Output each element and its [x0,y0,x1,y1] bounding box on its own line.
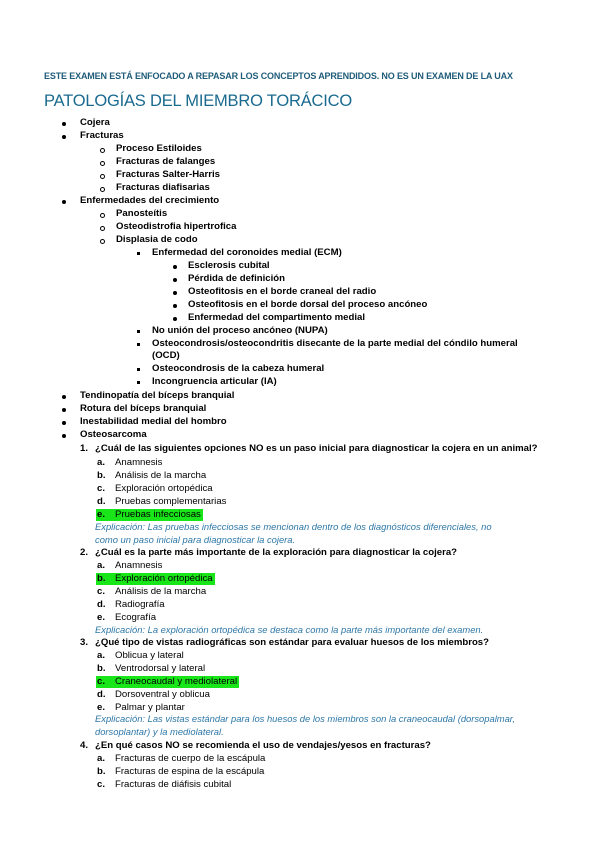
square-bullet-icon [137,368,140,371]
outline-subitem: Osteocondrosis de la cabeza humeral [152,363,325,374]
answer-option: Fracturas de diáfisis cubital [115,779,232,790]
answer-option: Ventrodorsal y lateral [115,663,206,674]
answer-option: Ecografía [115,612,157,623]
square-bullet-icon [137,381,140,384]
outline-subitem: No unión del proceso ancóneo (NUPA) [152,325,328,336]
outline-subitem: Fracturas de falanges [116,156,216,167]
option-letter: b. [97,663,106,674]
option-letter: c. [97,586,106,597]
question-number: 3. [80,637,89,648]
question-text: ¿Cuál de las siguientes opciones NO es un paso inicial para diagnosticar la cojera en un animal? [95,443,538,454]
option-letter: e. [97,702,106,713]
correct-answer-option: Exploración ortopédica [108,573,215,585]
bullet-icon [62,135,66,139]
bullet-icon [62,421,66,425]
circle-bullet-icon [100,161,105,166]
question-number: 1. [80,443,89,454]
option-letter: a. [97,457,106,468]
outline-item: Cojera [80,117,110,128]
outline-subitem: Enfermedad del coronoides medial (ECM) [152,247,342,258]
bullet-icon [173,304,177,308]
question-text: ¿En qué casos NO se recomienda el uso de vendajes/yesos en fracturas? [95,740,431,751]
explanation-line: Explicación: Las pruebas infecciosas se mencionan dentro de los diagnósticos diferenciales, no [95,521,492,532]
bullet-icon [62,434,66,438]
question-number: 2. [80,547,89,558]
explanation-line: como un paso inicial para diagnosticar la cojera. [95,534,296,545]
bullet-icon [62,395,66,399]
outline-subitem: Osteofitosis en el borde craneal del radio [188,286,377,297]
outline-subitem: Panosteítis [116,208,168,219]
explanation-line: dorsoplantar) y la mediolateral. [95,726,224,737]
correct-answer-option: Pruebas infecciosas [108,509,203,521]
square-bullet-icon [137,330,140,333]
bullet-icon [62,122,66,126]
outline-subitem: Esclerosis cubital [188,260,270,271]
outline-subitem: Osteodistrofia hipertrofica [116,221,237,232]
circle-bullet-icon [100,226,105,231]
correct-answer-option: Craneocaudal y mediolateral [108,676,239,688]
answer-option: Palmar y plantar [115,702,185,713]
bullet-icon [62,408,66,412]
option-letter: b. [97,766,106,777]
square-bullet-icon [137,343,140,346]
option-letter: a. [97,753,106,764]
outline-subitem: Fracturas diafisarias [116,182,210,193]
answer-option: Pruebas complementarias [115,496,227,507]
outline-subitem: Incongruencia articular (IA) [152,376,277,387]
answer-option: Anamnesis [115,457,163,468]
answer-option: Oblicua y lateral [115,650,184,661]
outline-item: Osteosarcoma [80,429,147,440]
option-letter: c. [97,779,106,790]
explanation-line: Explicación: Las vistas estándar para los huesos de los miembros son la craneocaudal (dorsopalmar, [95,713,516,724]
outline-subitem: Proceso Estiloides [116,143,202,154]
outline-item: Fracturas [80,130,124,141]
option-letter-highlighted: e. [96,509,110,521]
outline-subitem: Osteofitosis en el borde dorsal del proceso ancóneo [188,299,428,310]
option-letter: e. [97,612,106,623]
question-text: ¿Qué tipo de vistas radiográficas son estándar para evaluar huesos de los miembros? [95,637,490,648]
answer-option: Análisis de la marcha [115,470,207,481]
answer-option: Dorsoventral y oblicua [115,689,210,700]
outline-item: Tendinopatía del bíceps branquial [80,390,235,401]
bullet-icon [62,200,66,204]
answer-option: Anamnesis [115,560,163,571]
option-letter: d. [97,496,106,507]
outline-item: Inestabilidad medial del hombro [80,416,227,427]
answer-option: Exploración ortopédica [115,483,213,494]
circle-bullet-icon [100,187,105,192]
disclaimer-banner: ESTE EXAMEN ESTÁ ENFOCADO A REPASAR LOS CONCEPTOS APRENDIDOS. NO ES UN EXAMEN DE LA UAX [44,71,513,81]
answer-option: Fracturas de cuerpo de la escápula [115,753,266,764]
circle-bullet-icon [100,148,105,153]
outline-subitem-continuation: (OCD) [152,350,180,361]
question-number: 4. [80,740,89,751]
circle-bullet-icon [100,239,105,244]
answer-option: Radiografía [115,599,165,610]
option-letter: a. [97,560,106,571]
bullet-icon [173,317,177,321]
outline-subitem: Pérdida de definición [188,273,286,284]
explanation-line: Explicación: La exploración ortopédica se destaca como la parte más importante del examen. [95,624,484,635]
square-bullet-icon [137,252,140,255]
option-letter: c. [97,483,106,494]
answer-option: Fracturas de espina de la escápula [115,766,265,777]
outline-item: Enfermedades del crecimiento [80,195,220,206]
outline-subitem: Enfermedad del compartimento medial [188,312,365,323]
question-text: ¿Cuál es la parte más importante de la exploración para diagnosticar la cojera? [95,547,458,558]
option-letter: b. [97,470,106,481]
answer-option: Análisis de la marcha [115,586,207,597]
outline-subitem: Displasia de codo [116,234,198,245]
outline-item: Rotura del bíceps branquial [80,403,207,414]
option-letter: d. [97,689,106,700]
circle-bullet-icon [100,174,105,179]
option-letter-highlighted: c. [96,676,110,688]
option-letter: a. [97,650,106,661]
bullet-icon [173,291,177,295]
outline-subitem: Osteocondrosis/osteocondritis disecante de la parte medial del cóndilo humeral [152,338,518,349]
option-letter: d. [97,599,106,610]
outline-subitem: Fracturas Salter-Harris [116,169,220,180]
page-title: PATOLOGÍAS DEL MIEMBRO TORÁCICO [44,92,352,110]
option-letter-highlighted: b. [96,573,110,585]
bullet-icon [173,278,177,282]
circle-bullet-icon [100,213,105,218]
bullet-icon [173,265,177,269]
